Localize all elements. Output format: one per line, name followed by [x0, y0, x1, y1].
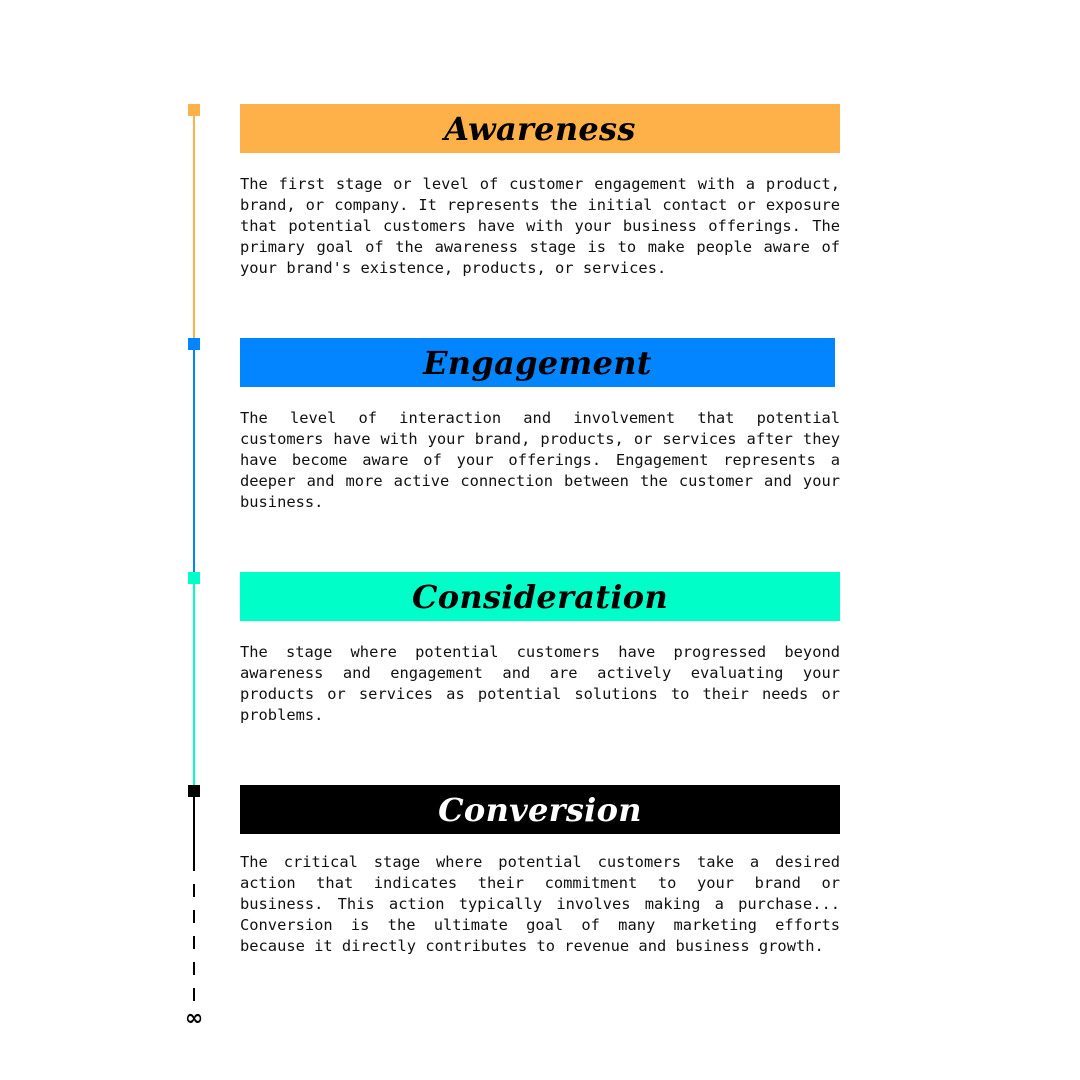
infinity-icon: ∞	[184, 1006, 204, 1031]
stage-title: Engagement	[423, 343, 652, 382]
stage-title: Awareness	[444, 109, 636, 148]
timeline-line-engagement	[193, 344, 195, 578]
timeline-marker-consideration	[188, 572, 200, 584]
timeline-marker-awareness	[188, 104, 200, 116]
stage-title: Consideration	[411, 577, 669, 616]
stage-header-awareness	[240, 104, 840, 153]
stage-description: The first stage or level of customer engagement with a product, brand, or company. It represents the initial contact or exposure that potential customers have with your business offerings. The primary goal of the awareness stage is to make people aware of your brand's existence, products, or services.	[240, 175, 840, 277]
stage-description: The level of interaction and involvement that potential customers have with your brand, products, or services after they have become aware of your offerings. Engagement represents a deeper and more active connection between the customer and your business.	[240, 409, 840, 511]
timeline-dash	[193, 884, 195, 897]
timeline-marker-engagement	[188, 338, 200, 350]
stage-header-conversion	[240, 785, 840, 834]
timeline-line-conversion	[193, 791, 195, 871]
timeline-dash	[193, 936, 195, 949]
timeline-line-awareness	[193, 110, 195, 344]
stage-title: Conversion	[438, 790, 642, 829]
timeline-marker-conversion	[188, 785, 200, 797]
stage-description: The stage where potential customers have progressed beyond awareness and engagement and are actively evaluating your products or services as potential solutions to their needs or problems.	[240, 643, 840, 724]
timeline-dash	[193, 910, 195, 923]
timeline-dash	[193, 988, 195, 1001]
timeline-line-consideration	[193, 578, 195, 791]
timeline-dash	[193, 962, 195, 975]
stage-description: The critical stage where potential customers take a desired action that indicates their commitment to your brand or business. This action typically involves making a purchase... Conversion is the ultimate goal of many marketing efforts because it directly contributes to revenue and business growth.	[240, 853, 840, 955]
stage-header-engagement	[240, 338, 835, 387]
stage-header-consideration	[240, 572, 840, 621]
